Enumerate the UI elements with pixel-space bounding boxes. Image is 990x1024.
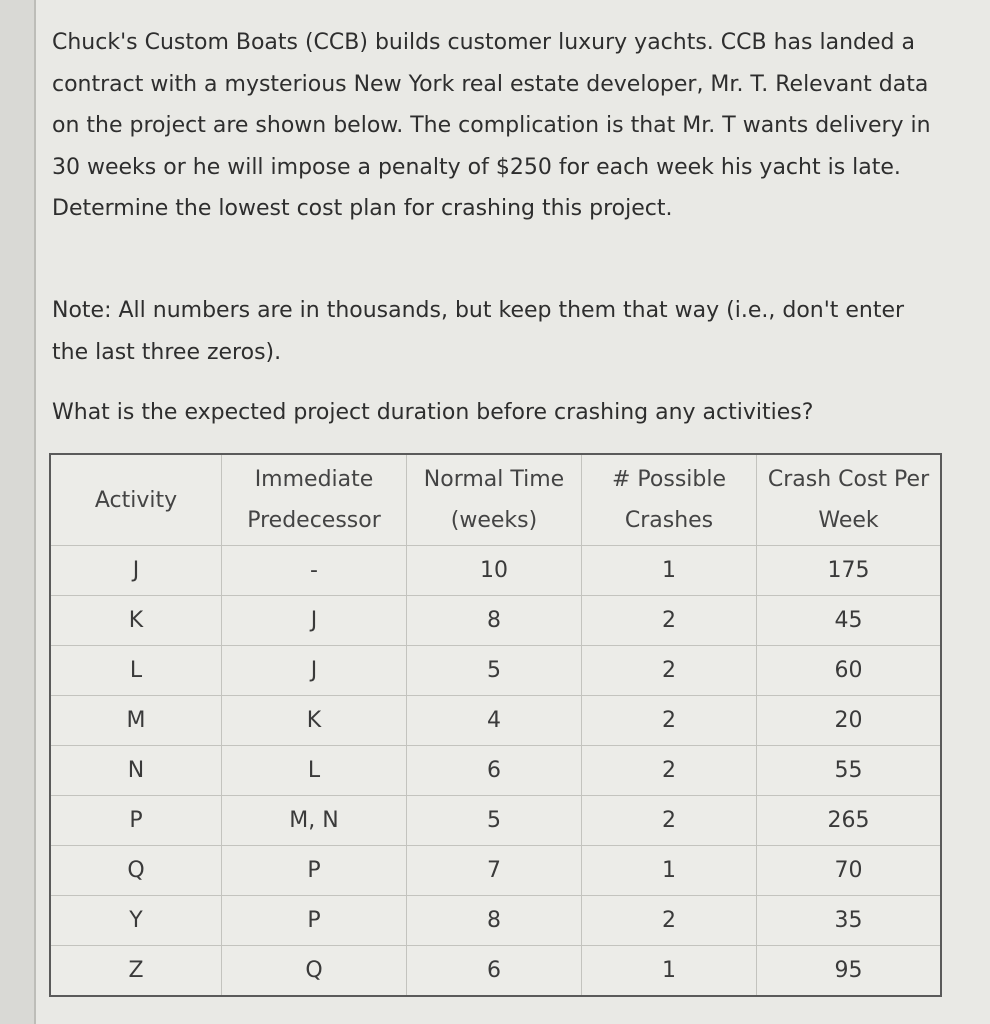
cell-activity: Z [50,946,222,997]
header-possible-crashes: # Possible Crashes [582,454,757,546]
cell-predecessor: P [222,896,407,946]
problem-intro: Chuck's Custom Boats (CCB) builds customer luxury yachts. CCB has landed a contract with a mysterious New York real estate developer, Mr. T. Relevant data on the project are shown below. The complication is that Mr. T wants delivery in 30 weeks or he will impose a penalty of $250 for each week his yacht is late. Determine the lowest cost plan for crashing this project. [52,30,931,221]
cell-activity: Y [50,896,222,946]
cell-normal-time: 8 [407,896,582,946]
cell-crash-cost: 35 [757,896,942,946]
cell-normal-time: 10 [407,546,582,596]
cell-predecessor: L [222,746,407,796]
header-predecessor: Immediate Predecessor [222,454,407,546]
cell-activity: Q [50,846,222,896]
table-row [50,696,941,746]
table-row [50,896,941,946]
cell-crash-cost: 55 [757,746,942,796]
table-row [50,946,941,997]
cell-activity: L [50,646,222,696]
cell-predecessor: J [222,596,407,646]
cell-possible-crashes: 1 [582,946,757,997]
cell-crash-cost: 95 [757,946,942,997]
table-row [50,846,941,896]
cell-possible-crashes: 2 [582,796,757,846]
table-row [50,596,941,646]
cell-activity: K [50,596,222,646]
problem-note: Note: All numbers are in thousands, but keep them that way (i.e., don't enter the last three zeros). [52,298,905,365]
header-normal-time: Normal Time (weeks) [407,454,582,546]
table-row [50,746,941,796]
cell-possible-crashes: 2 [582,646,757,696]
cell-activity: J [50,546,222,596]
table-row [50,646,941,696]
table-row [50,796,941,846]
cell-possible-crashes: 2 [582,696,757,746]
cell-predecessor: - [222,546,407,596]
cell-normal-time: 7 [407,846,582,896]
cell-possible-crashes: 2 [582,896,757,946]
question-panel [34,0,990,1024]
cell-normal-time: 5 [407,646,582,696]
header-activity: Activity [50,454,222,546]
cell-activity: P [50,796,222,846]
cell-normal-time: 6 [407,946,582,997]
cell-crash-cost: 70 [757,846,942,896]
cell-crash-cost: 20 [757,696,942,746]
cell-activity: M [50,696,222,746]
cell-crash-cost: 45 [757,596,942,646]
cell-crash-cost: 60 [757,646,942,696]
table-header-row [50,454,941,546]
cell-predecessor: M, N [222,796,407,846]
cell-possible-crashes: 1 [582,546,757,596]
question-text: What is the expected project duration before crashing any activities? [52,400,814,425]
cell-normal-time: 8 [407,596,582,646]
cell-predecessor: P [222,846,407,896]
table-row [50,546,941,596]
header-crash-cost: Crash Cost Per Week [757,454,942,546]
activity-table [49,453,942,997]
cell-crash-cost: 175 [757,546,942,596]
cell-predecessor: Q [222,946,407,997]
cell-normal-time: 6 [407,746,582,796]
cell-activity: N [50,746,222,796]
cell-crash-cost: 265 [757,796,942,846]
cell-normal-time: 5 [407,796,582,846]
cell-predecessor: K [222,696,407,746]
cell-possible-crashes: 1 [582,846,757,896]
cell-possible-crashes: 2 [582,596,757,646]
cell-normal-time: 4 [407,696,582,746]
cell-predecessor: J [222,646,407,696]
cell-possible-crashes: 2 [582,746,757,796]
